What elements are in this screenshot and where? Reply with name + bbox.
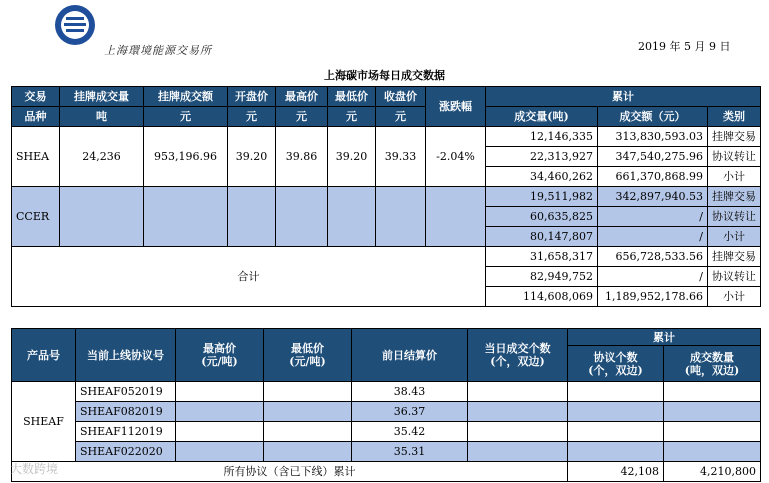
header-listed-amount: 挂牌成交额 xyxy=(144,87,228,107)
settle-price: 35.42 xyxy=(352,422,468,442)
unit-volume: 吨 xyxy=(60,107,144,127)
listed-amount: 953,196.96 xyxy=(144,127,228,187)
low-price: 39.20 xyxy=(328,127,376,187)
header-cum-volume: 成交量(吨) xyxy=(486,107,598,127)
forward-contract-table xyxy=(11,328,761,482)
header-day-count: 当日成交个数 (个，双边) xyxy=(468,329,568,382)
category: 协议转让 xyxy=(708,207,761,227)
exchange-logo-icon xyxy=(50,3,100,47)
contract-code: SHEAF052019 xyxy=(76,382,176,402)
category: 协议转让 xyxy=(708,267,761,287)
cum-amount: 313,830,593.03 xyxy=(598,127,708,147)
category: 挂牌交易 xyxy=(708,247,761,267)
category: 小计 xyxy=(708,227,761,247)
header-product: 交易 xyxy=(12,87,60,107)
table-row xyxy=(12,127,761,147)
table-row xyxy=(12,442,761,462)
cum-amount: / xyxy=(598,267,708,287)
product-sheaf: SHEAF xyxy=(12,382,76,462)
cum-amount: 342,897,940.53 xyxy=(598,187,708,207)
header-high: 最高价 (元/吨) xyxy=(176,329,264,382)
header-cumulative: 累计 xyxy=(486,87,761,107)
report-date: 2019 年 5 月 9 日 xyxy=(638,40,731,53)
header-close: 收盘价 xyxy=(376,87,426,107)
unit-close: 元 xyxy=(376,107,426,127)
header-quantity: 成交数量 (吨，双边) xyxy=(664,346,761,382)
close-price: 39.33 xyxy=(376,127,426,187)
cum-volume: 82,949,752 xyxy=(486,267,598,287)
category: 小计 xyxy=(708,287,761,307)
header-open: 开盘价 xyxy=(228,87,276,107)
unit-low: 元 xyxy=(328,107,376,127)
cum-amount: 656,728,533.56 xyxy=(598,247,708,267)
table-row xyxy=(12,462,761,482)
header-cum-amount: 成交额（元） xyxy=(598,107,708,127)
settle-price: 36.37 xyxy=(352,402,468,422)
product-ccer: CCER xyxy=(12,187,60,247)
cum-amount: / xyxy=(598,207,708,227)
category: 小计 xyxy=(708,167,761,187)
unit-open: 元 xyxy=(228,107,276,127)
cum-volume: 19,511,982 xyxy=(486,187,598,207)
open-price: 39.20 xyxy=(228,127,276,187)
header-cumulative: 累计 xyxy=(568,329,761,346)
cum-amount: 1,189,952,178.66 xyxy=(598,287,708,307)
header-listed-volume: 挂牌成交量 xyxy=(60,87,144,107)
header-high: 最高价 xyxy=(276,87,328,107)
cum-amount: 661,370,868.99 xyxy=(598,167,708,187)
header-low: 最低价 xyxy=(328,87,376,107)
header-product-line2: 品种 xyxy=(12,107,60,127)
cum-volume: 80,147,807 xyxy=(486,227,598,247)
table-row xyxy=(12,402,761,422)
footer-count: 42,108 xyxy=(568,462,664,482)
high-price: 39.86 xyxy=(276,127,328,187)
table-row xyxy=(12,422,761,442)
cum-volume: 31,658,317 xyxy=(486,247,598,267)
header-contract-count: 协议个数 (个，双边) xyxy=(568,346,664,382)
cum-amount: / xyxy=(598,227,708,247)
table-row xyxy=(12,187,761,207)
header-change: 涨跌幅 xyxy=(426,87,486,127)
product-shea: SHEA xyxy=(12,127,60,187)
contract-code: SHEAF082019 xyxy=(76,402,176,422)
cum-amount: 347,540,275.96 xyxy=(598,147,708,167)
cum-volume: 114,608,069 xyxy=(486,287,598,307)
unit-amount: 元 xyxy=(144,107,228,127)
category: 挂牌交易 xyxy=(708,127,761,147)
header-settle: 前日结算价 xyxy=(352,329,468,382)
change-pct: -2.04% xyxy=(426,127,486,187)
footer-label: 所有协议（含已下线）累计 xyxy=(12,462,568,482)
cum-volume: 34,460,262 xyxy=(486,167,598,187)
category: 挂牌交易 xyxy=(708,187,761,207)
table-row xyxy=(12,247,761,267)
category: 协议转让 xyxy=(708,147,761,167)
settle-price: 35.31 xyxy=(352,442,468,462)
cum-volume: 60,635,825 xyxy=(486,207,598,227)
settle-price: 38.43 xyxy=(352,382,468,402)
listed-volume: 24,236 xyxy=(60,127,144,187)
logo-text: 上海環境能源交易所 xyxy=(104,44,212,57)
watermark: 大数跨境 xyxy=(10,462,59,476)
daily-trading-table xyxy=(11,86,761,307)
contract-code: SHEAF022020 xyxy=(76,442,176,462)
header-low: 最低价 (元/吨) xyxy=(264,329,352,382)
cum-volume: 12,146,335 xyxy=(486,127,598,147)
page-title: 上海碳市场每日成交数据 xyxy=(324,69,445,82)
table-row xyxy=(12,382,761,402)
header-contract: 当前上线协议号 xyxy=(76,329,176,382)
header-category: 类别 xyxy=(708,107,761,127)
total-label: 合计 xyxy=(12,247,486,307)
footer-quantity: 4,210,800 xyxy=(664,462,761,482)
contract-code: SHEAF112019 xyxy=(76,422,176,442)
unit-high: 元 xyxy=(276,107,328,127)
header-product-code: 产品号 xyxy=(12,329,76,382)
cum-volume: 22,313,927 xyxy=(486,147,598,167)
